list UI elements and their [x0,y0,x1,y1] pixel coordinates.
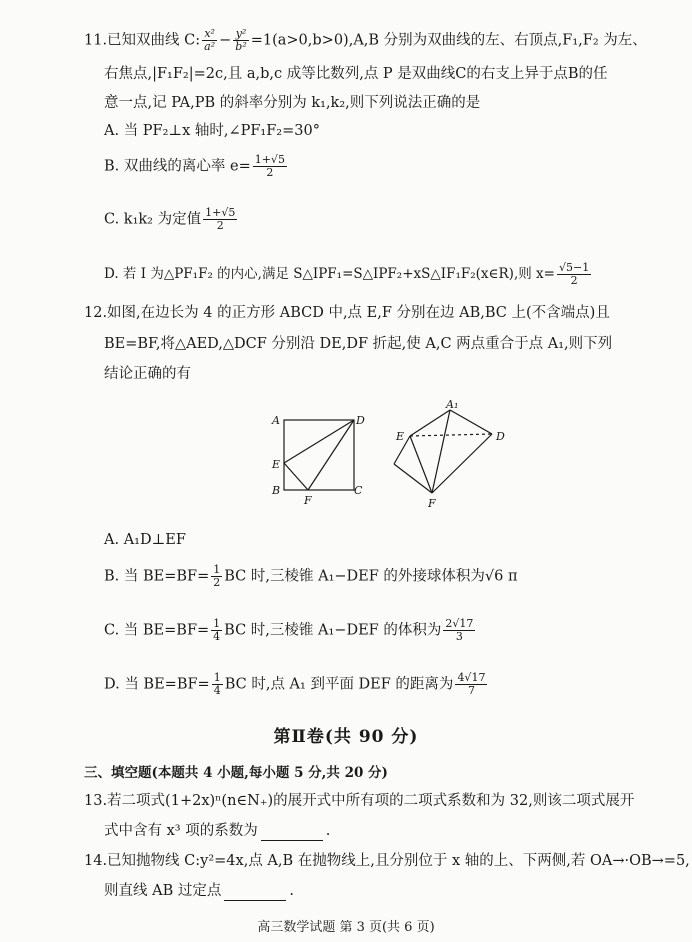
frac-den: a² [204,40,216,53]
q11-option-c [104,207,239,232]
q11-option-b [104,154,289,179]
option-text: C. 当 BE=BF= [104,622,210,639]
option-text: BC 时,三棱锥 A₁−DEF 的外接球体积为√6 π [224,568,518,585]
q14-line2 [104,881,294,901]
q11-stem-text: 11.已知双曲线 C: [84,32,201,49]
frac-num: 1 [213,563,221,576]
q13-line2 [104,821,330,841]
part3-heading: 三、填空题(本题共 4 小题,每小题 5 分,共 20 分) [84,765,388,781]
question-text: 则直线 AB 过定点 [104,883,222,899]
fig2-label-f: F [428,497,436,510]
frac-den: 4 [213,630,221,643]
option-frac [211,618,222,643]
q11-stem-text: =1(a>0,b>0),A,B 分别为双曲线的左、右顶点,F₁,F₂ 为左、 [250,32,647,49]
q11-frac-y [233,28,248,53]
folded-figure [394,410,492,493]
frac-den: 4 [213,684,221,697]
frac-num: 1+√5 [205,206,236,219]
q11-stem-line2: 右焦点,|F₁F₂|=2c,且 a,b,c 成等比数列,点 P 是双曲线C的右支上异于点B的任 [104,66,608,82]
frac-num: 1 [213,617,221,630]
question-text: . [289,883,294,899]
frac-num: 1+√5 [254,153,285,166]
q12-stem-line1: 12.如图,在边长为 4 的正方形 ABCD 中,点 E,F 分别在边 AB,BC 上(不含端点)且 [84,305,610,321]
answer-blank[interactable] [224,886,286,901]
page-footer: 高三数学试题 第 3 页(共 6 页) [257,920,435,935]
q11-stem-line1 [84,28,647,53]
option-frac [455,672,487,697]
option-frac [443,618,475,643]
option-frac [253,154,287,179]
frac-den: 2 [266,166,274,179]
option-frac [211,564,222,589]
frac-den: 2 [570,274,578,287]
fig1-label-b: B [272,484,281,497]
frac-den: b² [235,40,247,53]
option-text: B. 当 BE=BF= [104,568,210,585]
option-text: BC 时,三棱锥 A₁−DEF 的体积为 [224,622,442,639]
frac-num: x² [202,28,217,41]
option-text: C. k₁k₂ 为定值 [104,211,202,228]
frac-num: 2√17 [445,617,474,630]
option-text: B. 双曲线的离心率 e= [104,158,251,175]
q11-stem-line3: 意一点,记 PA,PB 的斜率分别为 k₁,k₂,则下列说法正确的是 [104,95,481,111]
option-text: D. 当 BE=BF= [104,676,210,693]
option-frac [203,207,237,232]
question-text: 式中含有 x³ 项的系数为 [104,823,258,839]
square-figure [284,420,354,490]
frac-den: 3 [455,630,463,643]
option-text: D. 若 I 为△PF₁F₂ 的内心,满足 S△IPF₁=S△IPF₂+xS△IF₁F₂(x∈R),则 x= [104,266,555,282]
q12-option-d [104,672,489,697]
option-frac [212,672,223,697]
section-title: 第Ⅱ卷(共 90 分) [273,727,419,747]
fig1-label-f: F [304,494,312,507]
q12-option-b [104,564,518,589]
fig1-label-c: C [354,484,363,497]
q11-option-a: A. 当 PF₂⊥x 轴时,∠PF₁F₂=30° [104,123,320,139]
q11-frac-x [202,28,217,53]
frac-den: 2 [213,576,221,589]
q12-stem-line3: 结论正确的有 [104,366,191,382]
q13-line1: 13.若二项式(1+2x)ⁿ(n∈N₊)的展开式中所有项的二项式系数和为 32,则该二项式展开 [84,793,635,809]
fig1-label-e: E [272,458,281,471]
fig1-label-a: A [272,414,280,427]
q14-line1: 14.已知抛物线 C:y²=4x,点 A,B 在抛物线上,且分别位于 x 轴的上、下两侧,若 OA→·OB→=5, [84,853,690,869]
fig2-label-e: E [396,430,405,443]
q11-option-d [104,262,593,287]
answer-blank[interactable] [261,826,323,841]
minus-sign: − [219,32,232,49]
q12-stem-line2: BE=BF,将△AED,△DCF 分别沿 DE,DF 折起,使 A,C 两点重合于点 A₁,则下列 [104,336,613,352]
question-text: . [325,823,331,839]
frac-num: 1 [213,671,221,684]
frac-num: √5−1 [558,261,590,274]
q12-option-a: A. A₁D⊥EF [104,532,186,548]
frac-num: y² [233,28,248,41]
option-frac [557,262,591,287]
fig2-label-d: D [496,430,505,443]
q12-option-c [104,618,477,643]
frac-den: 7 [467,684,475,697]
fig1-label-d: D [356,414,365,427]
q12-figures [260,398,530,518]
frac-den: 2 [216,219,224,232]
fig2-label-a1: A₁ [446,398,459,411]
frac-num: 4√17 [457,671,486,684]
option-text: BC 时,点 A₁ 到平面 DEF 的距离为 [224,676,454,693]
